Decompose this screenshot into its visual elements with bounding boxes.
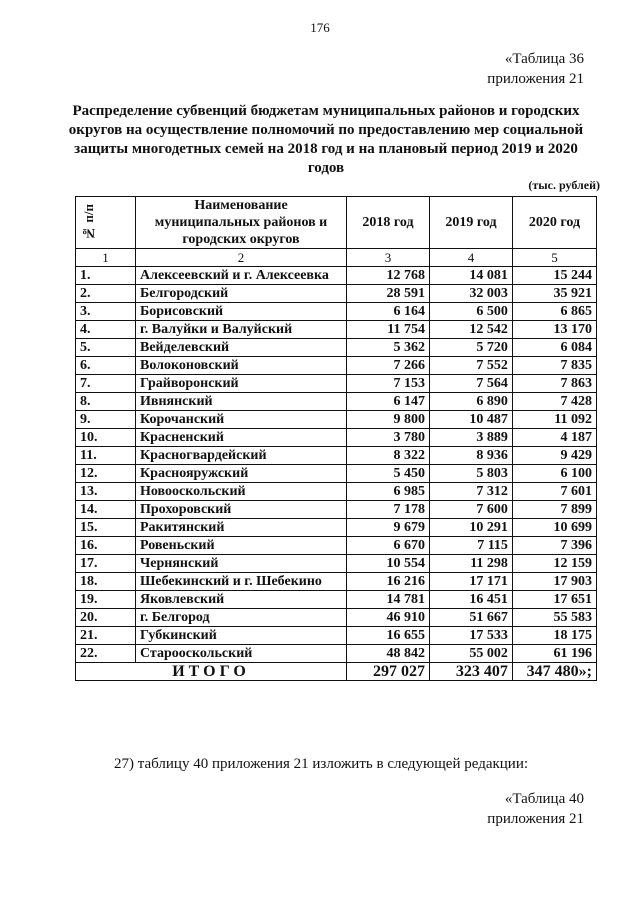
row-value-2020: 7 601 [512, 483, 596, 501]
row-value-2019: 10 487 [429, 411, 512, 429]
row-name: Губкинский [136, 627, 347, 645]
table-row [76, 465, 597, 483]
total-2019: 323 407 [429, 663, 512, 681]
row-number: 14. [76, 501, 136, 519]
row-value-2019: 14 081 [429, 267, 512, 285]
row-value-2018: 6 670 [347, 537, 430, 555]
row-value-2020: 15 244 [512, 267, 596, 285]
row-value-2019: 3 889 [429, 429, 512, 447]
row-number: 12. [76, 465, 136, 483]
row-value-2020: 7 835 [512, 357, 596, 375]
table-body [76, 267, 597, 663]
row-value-2019: 5 720 [429, 339, 512, 357]
row-value-2020: 11 092 [512, 411, 596, 429]
header-num-label: № п/п [81, 204, 96, 241]
row-number: 6. [76, 357, 136, 375]
row-value-2018: 3 780 [347, 429, 430, 447]
row-number: 13. [76, 483, 136, 501]
row-value-2019: 17 171 [429, 573, 512, 591]
row-value-2020: 6 084 [512, 339, 596, 357]
row-value-2018: 28 591 [347, 285, 430, 303]
row-value-2018: 6 164 [347, 303, 430, 321]
row-name: Новооскольский [136, 483, 347, 501]
table-row [76, 609, 597, 627]
table-row [76, 627, 597, 645]
table-reference-line: «Таблица 40 [504, 791, 584, 807]
row-value-2018: 16 216 [347, 573, 430, 591]
table-row [76, 537, 597, 555]
row-name: Грайворонский [136, 375, 347, 393]
row-value-2020: 7 396 [512, 537, 596, 555]
column-index: 1 [76, 249, 136, 267]
row-value-2020: 55 583 [512, 609, 596, 627]
row-name: Ракитянский [136, 519, 347, 537]
row-value-2018: 7 178 [347, 501, 430, 519]
row-value-2018: 14 781 [347, 591, 430, 609]
row-value-2020: 9 429 [512, 447, 596, 465]
row-value-2018: 8 322 [347, 447, 430, 465]
row-name: Шебекинский и г. Шебекино [136, 573, 347, 591]
row-value-2020: 17 651 [512, 591, 596, 609]
row-value-2020: 4 187 [512, 429, 596, 447]
table-row [76, 519, 597, 537]
column-index: 3 [347, 249, 430, 267]
row-name: Ровеньский [136, 537, 347, 555]
column-index: 4 [429, 249, 512, 267]
table-reference-top [487, 49, 584, 89]
row-value-2018: 6 147 [347, 393, 430, 411]
row-name: Чернянский [136, 555, 347, 573]
column-index-row [76, 249, 597, 267]
header-2019: 2019 год [429, 197, 512, 249]
table-row [76, 447, 597, 465]
total-2018: 297 027 [347, 663, 430, 681]
row-name: г. Белгород [136, 609, 347, 627]
row-number: 22. [76, 645, 136, 663]
total-2020: 347 480»; [512, 663, 596, 681]
row-name: Корочанский [136, 411, 347, 429]
table-row [76, 411, 597, 429]
row-number: 19. [76, 591, 136, 609]
table-row [76, 501, 597, 519]
row-value-2018: 5 450 [347, 465, 430, 483]
row-name: Белгородский [136, 285, 347, 303]
row-value-2019: 55 002 [429, 645, 512, 663]
row-number: 4. [76, 321, 136, 339]
row-value-2019: 32 003 [429, 285, 512, 303]
row-value-2019: 7 564 [429, 375, 512, 393]
row-name: Борисовский [136, 303, 347, 321]
row-value-2018: 12 768 [347, 267, 430, 285]
row-value-2019: 12 542 [429, 321, 512, 339]
row-value-2018: 5 362 [347, 339, 430, 357]
row-name: г. Валуйки и Валуйский [136, 321, 347, 339]
row-value-2019: 16 451 [429, 591, 512, 609]
row-number: 1. [76, 267, 136, 285]
row-number: 2. [76, 285, 136, 303]
row-number: 9. [76, 411, 136, 429]
header-num [76, 197, 136, 249]
page-number: 176 [310, 20, 330, 35]
row-value-2019: 10 291 [429, 519, 512, 537]
row-value-2019: 6 890 [429, 393, 512, 411]
header-name: Наименование муниципальных районов и городских округов [136, 197, 347, 249]
column-index: 2 [136, 249, 347, 267]
table-row [76, 339, 597, 357]
table-reference-line: «Таблица 36 [504, 51, 584, 67]
appendix-reference-line: приложения 21 [487, 71, 584, 87]
amendment-paragraph: 27) таблицу 40 приложения 21 изложить в следующей редакции: [114, 756, 529, 772]
row-value-2018: 46 910 [347, 609, 430, 627]
table-row [76, 645, 597, 663]
subvention-table [75, 196, 597, 681]
row-name: Вейделевский [136, 339, 347, 357]
table-row [76, 429, 597, 447]
table-row [76, 321, 597, 339]
units-label: (тыс. рублей) [528, 178, 600, 192]
table-row [76, 375, 597, 393]
row-number: 11. [76, 447, 136, 465]
row-value-2018: 10 554 [347, 555, 430, 573]
row-number: 10. [76, 429, 136, 447]
table-row [76, 573, 597, 591]
row-name: Ивнянский [136, 393, 347, 411]
total-label: ИТОГО [76, 663, 347, 681]
row-number: 20. [76, 609, 136, 627]
row-value-2018: 48 842 [347, 645, 430, 663]
row-name: Краснояружский [136, 465, 347, 483]
row-name: Прохоровский [136, 501, 347, 519]
table-row [76, 591, 597, 609]
row-value-2020: 6 865 [512, 303, 596, 321]
header-2020: 2020 год [512, 197, 596, 249]
row-name: Красногвардейский [136, 447, 347, 465]
row-value-2018: 7 266 [347, 357, 430, 375]
row-value-2020: 18 175 [512, 627, 596, 645]
row-value-2020: 12 159 [512, 555, 596, 573]
row-number: 16. [76, 537, 136, 555]
row-value-2019: 6 500 [429, 303, 512, 321]
row-value-2020: 7 899 [512, 501, 596, 519]
table-row [76, 483, 597, 501]
row-value-2019: 11 298 [429, 555, 512, 573]
row-number: 21. [76, 627, 136, 645]
row-value-2019: 7 312 [429, 483, 512, 501]
row-value-2019: 7 552 [429, 357, 512, 375]
row-value-2020: 7 863 [512, 375, 596, 393]
table-row [76, 357, 597, 375]
row-value-2018: 9 800 [347, 411, 430, 429]
row-name: Яковлевский [136, 591, 347, 609]
row-number: 5. [76, 339, 136, 357]
row-value-2019: 51 667 [429, 609, 512, 627]
row-name: Красненский [136, 429, 347, 447]
table-row [76, 555, 597, 573]
row-number: 3. [76, 303, 136, 321]
row-name: Старооскольский [136, 645, 347, 663]
row-value-2020: 7 428 [512, 393, 596, 411]
row-value-2018: 16 655 [347, 627, 430, 645]
row-value-2018: 9 679 [347, 519, 430, 537]
header-row [76, 197, 597, 249]
row-number: 18. [76, 573, 136, 591]
total-row [76, 663, 597, 681]
table-reference-bottom [487, 789, 584, 829]
row-value-2020: 13 170 [512, 321, 596, 339]
row-value-2019: 17 533 [429, 627, 512, 645]
document-title: Распределение субвенций бюджетам муниципальных районов и городских округов на осуществление полномочий по предоставлению мер социальной защиты многодетных семей на 2018 год и на плановый период 2019 и 2020 годов [68, 103, 584, 176]
row-number: 15. [76, 519, 136, 537]
row-value-2019: 8 936 [429, 447, 512, 465]
row-name: Алексеевский и г. Алексеевка [136, 267, 347, 285]
row-value-2018: 6 985 [347, 483, 430, 501]
row-number: 17. [76, 555, 136, 573]
row-value-2018: 11 754 [347, 321, 430, 339]
row-value-2020: 6 100 [512, 465, 596, 483]
table-row [76, 303, 597, 321]
row-value-2020: 17 903 [512, 573, 596, 591]
row-value-2019: 7 115 [429, 537, 512, 555]
row-value-2019: 5 803 [429, 465, 512, 483]
row-number: 8. [76, 393, 136, 411]
row-value-2020: 10 699 [512, 519, 596, 537]
table-row [76, 393, 597, 411]
header-2018: 2018 год [347, 197, 430, 249]
row-value-2019: 7 600 [429, 501, 512, 519]
table-row [76, 267, 597, 285]
row-value-2018: 7 153 [347, 375, 430, 393]
row-value-2020: 61 196 [512, 645, 596, 663]
column-index: 5 [512, 249, 596, 267]
appendix-reference-line: приложения 21 [487, 811, 584, 827]
row-number: 7. [76, 375, 136, 393]
table-row [76, 285, 597, 303]
row-value-2020: 35 921 [512, 285, 596, 303]
row-name: Волоконовский [136, 357, 347, 375]
